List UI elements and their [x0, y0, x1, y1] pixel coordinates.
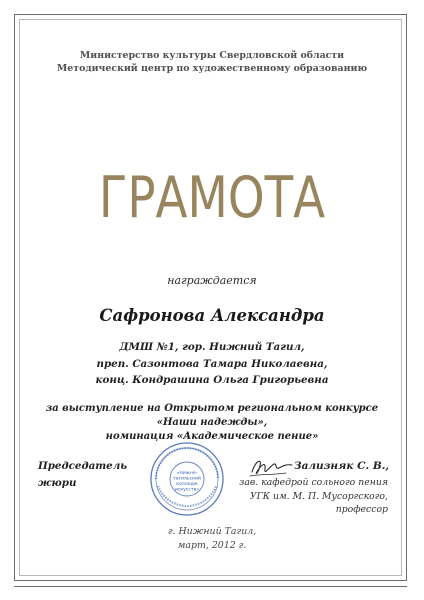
center-header: Методический центр по художественному образованию	[56, 63, 368, 74]
jury-chair-label	[38, 458, 127, 492]
position-line-2: УГК им. М. П. Мусоргского,	[249, 490, 388, 502]
official-stamp	[148, 440, 226, 518]
place-text: г. Нижний Тагил,	[167, 526, 257, 537]
svg-text:искусств»: искусств»	[174, 487, 200, 493]
jury-chair-position	[239, 476, 388, 517]
school-line: ДМШ №1, гор. Нижний Тагил,	[119, 341, 305, 353]
svg-text:колледж: колледж	[176, 482, 198, 487]
certificate-title: ГРАМОТА	[98, 165, 326, 231]
awarded-label: награждается	[167, 274, 257, 287]
position-line-1: зав. кафедрой сольного пения	[239, 477, 388, 488]
teacher-line: преп. Сазонтова Тамара Николаевна,	[96, 358, 328, 370]
recipient-name: Сафронова Александра	[99, 306, 325, 325]
nomination-line: номинация «Академическое пение»	[105, 431, 319, 442]
bottom-border-line	[14, 586, 407, 587]
svg-text:«Нижне-: «Нижне-	[176, 471, 198, 476]
date-text: март, 2012 г.	[177, 540, 247, 551]
ministry-header: Министерство культуры Свердловской области	[79, 50, 345, 61]
reason-line-1: за выступление на Открытом региональном конкурсе	[45, 403, 379, 414]
jury-chair-label-line2: жюри	[38, 477, 77, 489]
accompanist-line: конц. Кондрашина Ольга Григорьевна	[95, 374, 329, 386]
svg-text:тагильский: тагильский	[173, 476, 201, 482]
position-line-3: профессор	[335, 504, 388, 515]
contest-name: «Наши надежды»,	[156, 417, 268, 428]
jury-chair-label-line1: Председатель	[38, 460, 128, 472]
jury-chair-name: Зализняк С. В.,	[294, 460, 390, 472]
